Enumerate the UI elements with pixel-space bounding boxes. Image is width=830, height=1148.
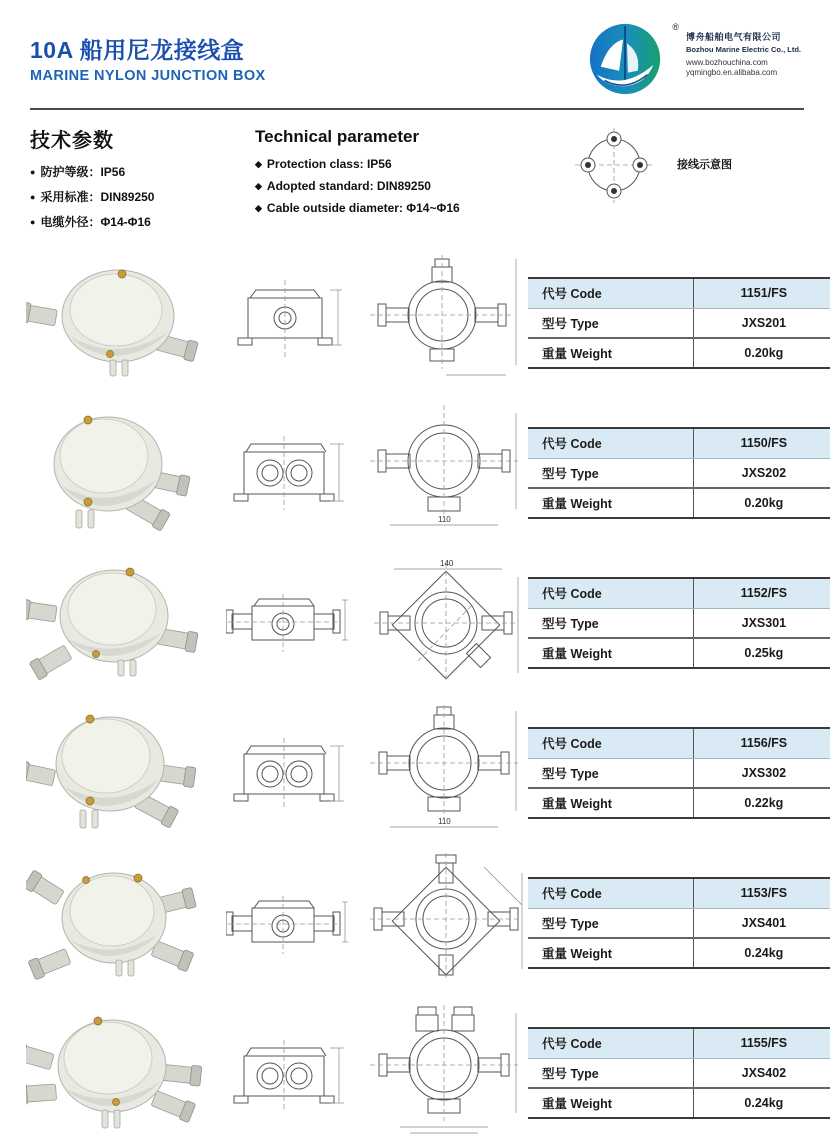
param-item [30, 213, 255, 230]
params-chinese [30, 124, 255, 238]
weight-label: 重量 Weight [542, 497, 612, 511]
side-view-drawing [226, 266, 354, 381]
type-value: JXS401 [693, 908, 830, 938]
param-cable-en: Cable outside diameter: Φ14~Φ16 [266, 201, 460, 215]
dimension-label: 110 [438, 817, 451, 826]
spec-table [528, 427, 830, 519]
code-value: 1156/FS [693, 728, 830, 758]
code-label: 代号 Code [528, 1028, 693, 1058]
spec-row-code [528, 878, 830, 908]
param-item [255, 157, 555, 171]
side-view-drawing [226, 416, 354, 531]
param-item [255, 179, 555, 193]
spec-table [528, 877, 830, 969]
spec-row-code [528, 728, 830, 758]
side-view-drawing [226, 1016, 354, 1131]
param-standard-en: Adopted standard: DIN89250 [266, 179, 431, 193]
product-photo [26, 556, 208, 691]
bullet-icon: ◆ [255, 159, 262, 169]
type-value: JXS302 [693, 758, 830, 788]
spec-table-wrap [528, 427, 830, 519]
type-value: JXS402 [693, 1058, 830, 1088]
type-value: JXS201 [693, 308, 830, 338]
side-view-drawing [226, 716, 354, 831]
code-label: 代号 Code [528, 278, 693, 308]
params-english [255, 124, 555, 238]
spec-row-weight [528, 638, 830, 668]
wiring-schematic-icon [573, 126, 655, 206]
page-title: 10A 船用尼龙接线盒 [30, 37, 245, 63]
spec-row-type [528, 758, 830, 788]
param-protection-cn: 防护等级：IP56 [40, 165, 126, 179]
spec-row-code [528, 428, 830, 458]
bullet-icon: ● [30, 167, 36, 177]
product-row-jxs301 [0, 548, 830, 698]
bullet-icon: ● [30, 192, 36, 202]
spec-table-wrap [528, 727, 830, 819]
code-value: 1151/FS [693, 278, 830, 308]
company-name-cn: 博舟船舶电气有限公司 [686, 32, 782, 42]
page-subtitle: MARINE NYLON JUNCTION BOX [30, 68, 266, 84]
spec-row-type [528, 308, 830, 338]
params-list-en [255, 157, 555, 215]
company-text-block [686, 30, 804, 77]
spec-row-type [528, 608, 830, 638]
weight-value: 0.24kg [693, 938, 830, 968]
type-label: 型号 Type [528, 608, 693, 638]
weight-value: 0.25kg [693, 638, 830, 668]
wiring-schematic [573, 126, 732, 238]
param-item [255, 201, 555, 215]
type-value: JXS202 [693, 458, 830, 488]
product-photo [26, 256, 208, 391]
product-row-jxs401 [0, 848, 830, 998]
spec-table [528, 1027, 830, 1119]
bullet-icon: ● [30, 217, 36, 227]
weight-value: 0.22kg [693, 788, 830, 818]
spec-table [528, 277, 830, 369]
product-row-jxs402 [0, 998, 830, 1148]
spec-table [528, 577, 830, 669]
code-label: 代号 Code [528, 878, 693, 908]
weight-value: 0.20kg [693, 488, 830, 518]
param-protection-en: Protection class: IP56 [266, 157, 392, 171]
top-view-drawing [366, 403, 528, 543]
dimension-label: 110 [438, 515, 451, 524]
param-item [30, 163, 255, 180]
weight-label: 重量 Weight [542, 1097, 612, 1111]
weight-label: 重量 Weight [542, 947, 612, 961]
product-row-jxs302 [0, 698, 830, 848]
top-view-drawing [366, 853, 528, 993]
company-name-en: Bozhou Marine Electric Co., Ltd. [686, 45, 802, 54]
technical-parameters-section [0, 110, 830, 238]
type-label: 型号 Type [528, 908, 693, 938]
company-alibaba-site: yqmingbo.en.alibaba.com [686, 68, 778, 77]
spec-row-type [528, 1058, 830, 1088]
dimension-label: 140 [440, 559, 454, 568]
params-heading-en: Technical parameter [255, 127, 420, 146]
params-list-cn [30, 163, 255, 230]
spec-table-wrap [528, 277, 830, 369]
code-label: 代号 Code [528, 728, 693, 758]
code-label: 代号 Code [528, 428, 693, 458]
top-view-drawing [366, 253, 528, 393]
code-value: 1150/FS [693, 428, 830, 458]
spec-table-wrap [528, 877, 830, 969]
side-view-drawing [226, 866, 354, 981]
spec-row-weight [528, 488, 830, 518]
spec-row-code [528, 278, 830, 308]
top-view-drawing [366, 703, 528, 843]
type-label: 型号 Type [528, 1058, 693, 1088]
weight-value: 0.24kg [693, 1088, 830, 1118]
param-standard-cn: 采用标准：DIN89250 [40, 190, 155, 204]
type-label: 型号 Type [528, 308, 693, 338]
weight-value: 0.20kg [693, 338, 830, 368]
param-item [30, 188, 255, 205]
product-photo [26, 406, 208, 541]
weight-label: 重量 Weight [542, 647, 612, 661]
spec-table [528, 727, 830, 819]
code-label: 代号 Code [528, 578, 693, 608]
spec-row-weight [528, 938, 830, 968]
product-row-jxs201 [0, 248, 830, 398]
product-rows [0, 248, 830, 1148]
type-value: JXS301 [693, 608, 830, 638]
top-view-drawing [366, 553, 528, 693]
wiring-schematic-label: 接线示意图 [677, 159, 732, 171]
product-photo [26, 1006, 208, 1141]
code-value: 1153/FS [693, 878, 830, 908]
spec-row-type [528, 458, 830, 488]
params-heading-cn: 技术参数 [30, 130, 114, 152]
product-photo [26, 856, 208, 991]
spec-row-weight [528, 788, 830, 818]
spec-row-type [528, 908, 830, 938]
product-photo [26, 706, 208, 841]
sailboat-globe-logo-icon [587, 20, 665, 98]
spec-row-code [528, 578, 830, 608]
code-value: 1152/FS [693, 578, 830, 608]
type-label: 型号 Type [528, 458, 693, 488]
spec-row-code [528, 1028, 830, 1058]
registered-mark: ® [672, 22, 679, 32]
spec-table-wrap [528, 1027, 830, 1119]
code-value: 1155/FS [693, 1028, 830, 1058]
page-header [0, 0, 830, 98]
title-block [30, 32, 266, 98]
company-website: www.bozhouchina.com [686, 58, 768, 67]
top-view-drawing [366, 1003, 528, 1143]
company-logo-block [587, 20, 804, 98]
spec-table-wrap [528, 577, 830, 669]
spec-row-weight [528, 338, 830, 368]
side-view-drawing [226, 566, 354, 681]
weight-label: 重量 Weight [542, 797, 612, 811]
bullet-icon: ◆ [255, 181, 262, 191]
product-row-jxs202 [0, 398, 830, 548]
bullet-icon: ◆ [255, 203, 262, 213]
param-cable-cn: 电缆外径：Φ14-Φ16 [40, 215, 151, 229]
weight-label: 重量 Weight [542, 347, 612, 361]
type-label: 型号 Type [528, 758, 693, 788]
